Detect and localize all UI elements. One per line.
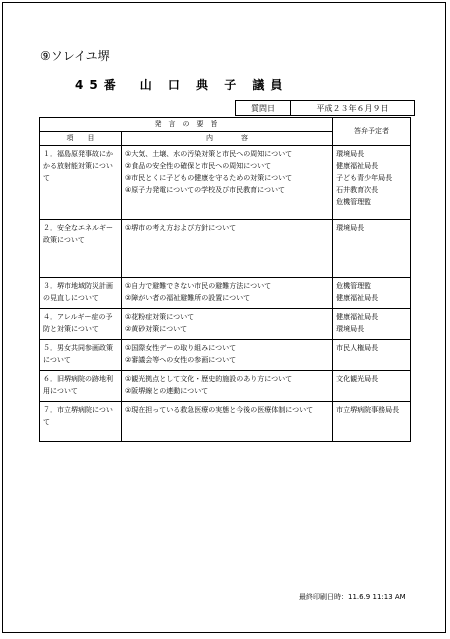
table-row: [40, 309, 411, 340]
content-line: ③市民とくに子どもの健康を守るための対策について: [124, 174, 293, 182]
answerer-line: 子ども青少年局長: [336, 174, 393, 182]
content-line: ①花粉症対策について: [124, 313, 195, 321]
content-line: ②黄砂対策について: [124, 325, 188, 333]
row-item: ５．男女共同参画政策について: [40, 340, 122, 371]
answerer-line: 環境局長: [336, 325, 365, 333]
content-line: ①観光拠点として文化・歴史的施設のあり方について: [124, 375, 293, 383]
answerer-line: 健康福祉局長: [336, 162, 379, 170]
content-line: ①現在担っている救急医療の実態と今後の医療体制について: [124, 406, 314, 414]
row-contents: [121, 340, 332, 371]
row-contents: [121, 371, 332, 402]
row-answerers: [333, 220, 411, 278]
content-line: ②審議会等への女性の参画について: [124, 356, 237, 364]
content-line: ②障がい者の福祉避難所の設置について: [124, 294, 251, 302]
member-name: 45番 山 口 典 子 議員: [75, 78, 289, 92]
document-page: [2, 2, 446, 633]
answerer-line: 健康福祉局長: [336, 294, 379, 302]
row-contents: [121, 220, 332, 278]
row-answerers: [333, 371, 411, 402]
content-line: ①大気、土壌、水の汚染対策と市民への周知について: [124, 150, 293, 158]
table-row: [40, 402, 411, 442]
answerer-line: 市民人権局長: [336, 344, 379, 352]
row-answerers: [333, 340, 411, 371]
row-item: ７．市立堺病院について: [40, 402, 122, 442]
party-name: ⑨ソレイユ堺: [40, 49, 110, 63]
table-row: [40, 220, 411, 278]
answerer-line: 危機管理監: [336, 282, 372, 290]
row-item: ４．アレルギー症の予防と対策について: [40, 309, 122, 340]
content-header: 内 容: [121, 132, 332, 146]
question-date-label: 質問日: [236, 101, 291, 116]
row-contents: [121, 402, 332, 442]
table-row: [40, 340, 411, 371]
answerer-line: 文化観光局長: [336, 375, 379, 383]
table-row: [40, 278, 411, 309]
row-item: ３．堺市地域防災計画の見直しについて: [40, 278, 122, 309]
answerer-line: 環境局長: [336, 150, 365, 158]
answerer-line: 危機管理監: [336, 198, 372, 206]
summary-header: 発 言 の 要 旨: [40, 118, 333, 132]
answerer-line: 市立堺病院事務局長: [336, 406, 400, 414]
question-date-box: [235, 100, 415, 116]
table-row: [40, 146, 411, 220]
answerer-line: 健康福祉局長: [336, 313, 379, 321]
table-body: [40, 146, 411, 442]
print-timestamp: 最終印刷日時：11.6.9 11:13 AM: [299, 593, 406, 601]
content-line: ①国際女性デーの取り組みについて: [124, 344, 237, 352]
item-header: 項 目: [40, 132, 122, 146]
question-date-value: 平成２３年６月９日: [291, 101, 415, 116]
answerer-header: 答弁予定者: [333, 118, 411, 146]
table-row: [40, 371, 411, 402]
content-line: ①自力で避難できない市民の避難方法について: [124, 282, 272, 290]
content-line: ②阪堺線との連動について: [124, 387, 209, 395]
content-line: ①堺市の考え方および方針について: [124, 224, 237, 232]
row-contents: [121, 278, 332, 309]
content-line: ②食品の安全性の確保と市民への周知について: [124, 162, 272, 170]
content-line: ④原子力発電についての学校及び市民教育について: [124, 186, 285, 194]
row-item: ２．安全なエネルギー政策について: [40, 220, 122, 278]
row-item: ６．旧堺病院の跡地利用について: [40, 371, 122, 402]
row-contents: [121, 309, 332, 340]
row-answerers: [333, 278, 411, 309]
row-contents: [121, 146, 332, 220]
row-answerers: [333, 309, 411, 340]
answerer-line: 石井教育次長: [336, 186, 379, 194]
question-table: [39, 117, 411, 442]
row-answerers: [333, 402, 411, 442]
row-answerers: [333, 146, 411, 220]
answerer-line: 環境局長: [336, 224, 365, 232]
row-item: １．福島原発事故にかかる放射能対策について: [40, 146, 122, 220]
